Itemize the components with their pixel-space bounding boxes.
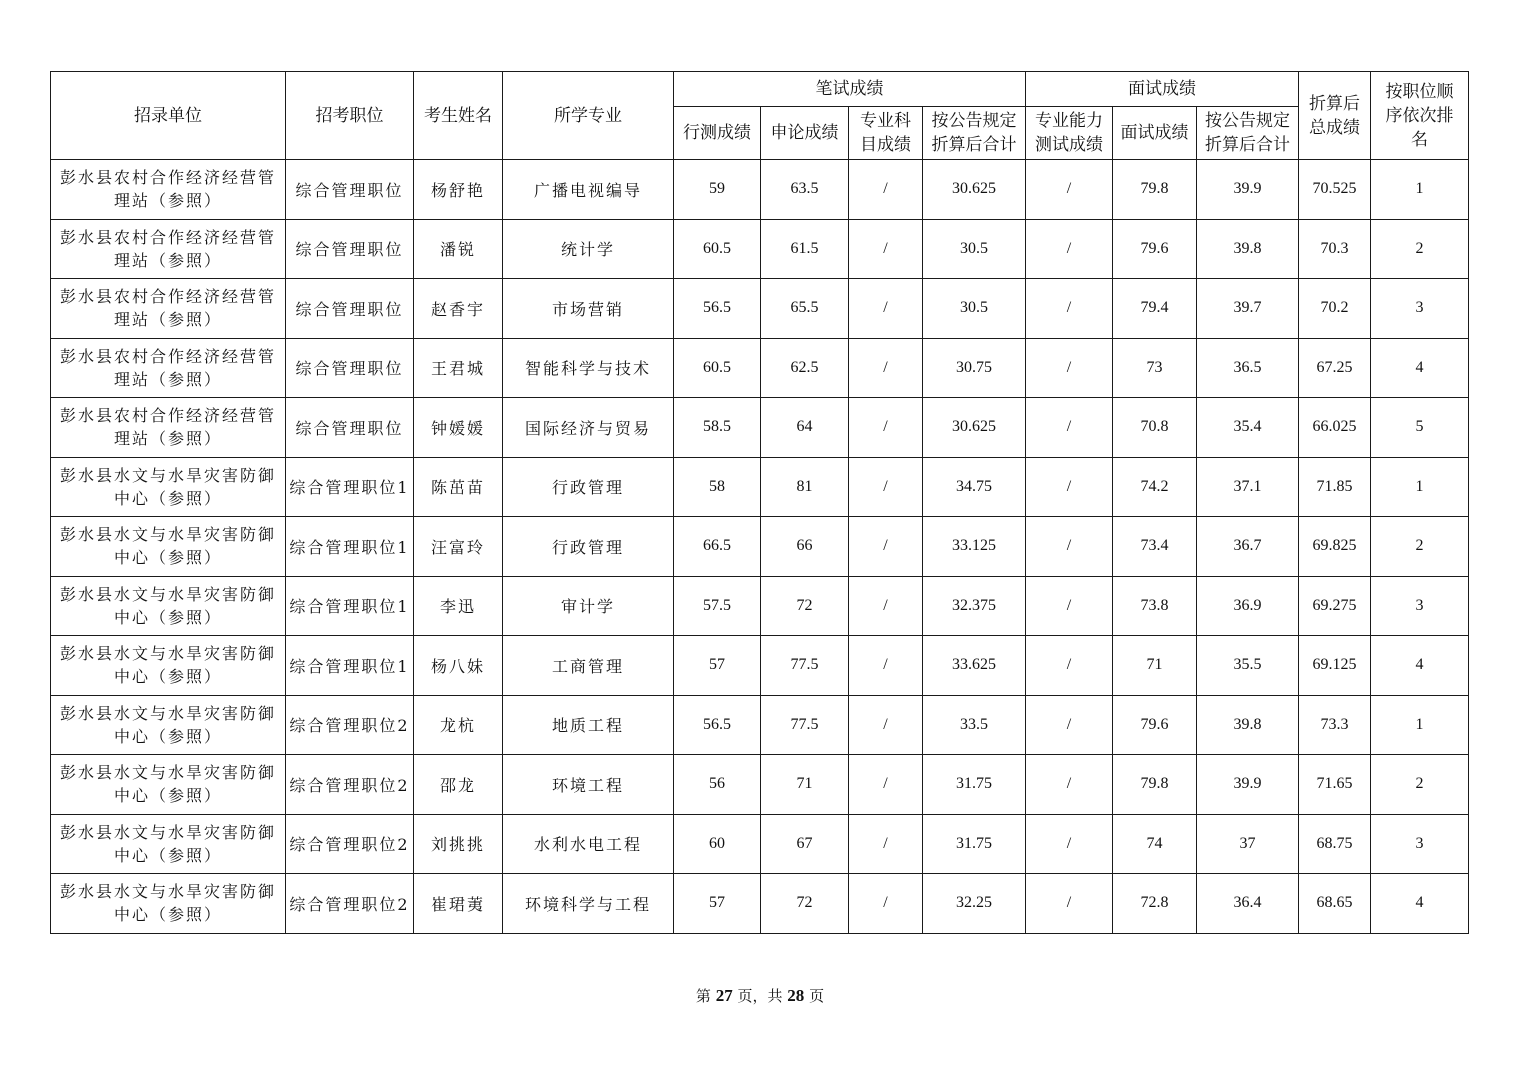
cell-interview-converted: 36.7 [1197, 517, 1299, 577]
cell-interview: 79.8 [1113, 755, 1197, 815]
cell-shenlun: 61.5 [761, 219, 849, 279]
cell-total: 68.65 [1299, 874, 1371, 934]
table-row [51, 576, 1469, 636]
cell-rank: 4 [1371, 874, 1469, 934]
cell-ability: / [1026, 636, 1113, 696]
cell-written-converted: 33.5 [923, 695, 1026, 755]
cell-unit: 彭水县水文与水旱灾害防御中心（参照） [51, 576, 286, 636]
cell-written-converted: 30.625 [923, 160, 1026, 220]
cell-interview: 73 [1113, 338, 1197, 398]
cell-interview-converted: 39.7 [1197, 279, 1299, 339]
cell-rank: 3 [1371, 279, 1469, 339]
cell-major: 广播电视编导 [503, 160, 674, 220]
cell-position: 综合管理职位1 [286, 457, 414, 517]
cell-rank: 2 [1371, 219, 1469, 279]
footer-prefix: 第 [695, 987, 711, 1005]
header-professional: 专业科目成绩 [849, 107, 923, 160]
cell-position: 综合管理职位1 [286, 636, 414, 696]
cell-major: 行政管理 [503, 517, 674, 577]
cell-written-converted: 33.125 [923, 517, 1026, 577]
cell-written-converted: 32.375 [923, 576, 1026, 636]
cell-ability: / [1026, 219, 1113, 279]
cell-name: 陈茁苗 [414, 457, 503, 517]
cell-unit: 彭水县水文与水旱灾害防御中心（参照） [51, 457, 286, 517]
footer-total-pages: 28 [787, 986, 805, 1005]
table-row [51, 457, 1469, 517]
cell-shenlun: 64 [761, 398, 849, 458]
page-footer [0, 985, 1520, 1006]
cell-total: 70.525 [1299, 160, 1371, 220]
cell-shenlun: 66 [761, 517, 849, 577]
header-written-group: 笔试成绩 [674, 72, 1026, 107]
cell-rank: 3 [1371, 576, 1469, 636]
cell-interview-converted: 35.5 [1197, 636, 1299, 696]
cell-xingce: 60 [674, 814, 761, 874]
cell-position: 综合管理职位 [286, 219, 414, 279]
cell-professional: / [849, 398, 923, 458]
cell-ability: / [1026, 338, 1113, 398]
cell-interview-converted: 39.8 [1197, 695, 1299, 755]
cell-name: 钟媛媛 [414, 398, 503, 458]
cell-rank: 1 [1371, 457, 1469, 517]
cell-written-converted: 30.5 [923, 219, 1026, 279]
cell-professional: / [849, 517, 923, 577]
cell-professional: / [849, 636, 923, 696]
cell-professional: / [849, 874, 923, 934]
cell-position: 综合管理职位2 [286, 874, 414, 934]
cell-position: 综合管理职位2 [286, 814, 414, 874]
cell-ability: / [1026, 755, 1113, 815]
cell-xingce: 57 [674, 636, 761, 696]
cell-unit: 彭水县农村合作经济经营管理站（参照） [51, 160, 286, 220]
cell-xingce: 58 [674, 457, 761, 517]
cell-unit: 彭水县水文与水旱灾害防御中心（参照） [51, 814, 286, 874]
cell-total: 70.3 [1299, 219, 1371, 279]
cell-major: 水利水电工程 [503, 814, 674, 874]
cell-interview-converted: 37 [1197, 814, 1299, 874]
table-row [51, 755, 1469, 815]
cell-major: 工商管理 [503, 636, 674, 696]
cell-ability: / [1026, 814, 1113, 874]
cell-professional: / [849, 160, 923, 220]
cell-interview: 79.4 [1113, 279, 1197, 339]
cell-rank: 3 [1371, 814, 1469, 874]
cell-unit: 彭水县农村合作经济经营管理站（参照） [51, 338, 286, 398]
cell-interview-converted: 35.4 [1197, 398, 1299, 458]
cell-interview: 79.8 [1113, 160, 1197, 220]
cell-unit: 彭水县水文与水旱灾害防御中心（参照） [51, 695, 286, 755]
cell-ability: / [1026, 695, 1113, 755]
cell-shenlun: 65.5 [761, 279, 849, 339]
cell-interview: 74.2 [1113, 457, 1197, 517]
cell-major: 国际经济与贸易 [503, 398, 674, 458]
cell-interview-converted: 39.9 [1197, 160, 1299, 220]
cell-rank: 2 [1371, 517, 1469, 577]
cell-interview-converted: 36.9 [1197, 576, 1299, 636]
cell-xingce: 59 [674, 160, 761, 220]
cell-ability: / [1026, 457, 1113, 517]
cell-interview: 71 [1113, 636, 1197, 696]
cell-professional: / [849, 338, 923, 398]
cell-total: 69.125 [1299, 636, 1371, 696]
cell-interview: 72.8 [1113, 874, 1197, 934]
table-row [51, 398, 1469, 458]
cell-professional: / [849, 576, 923, 636]
cell-position: 综合管理职位 [286, 338, 414, 398]
cell-rank: 2 [1371, 755, 1469, 815]
cell-position: 综合管理职位 [286, 398, 414, 458]
cell-total: 69.275 [1299, 576, 1371, 636]
table-row [51, 814, 1469, 874]
header-interview-group: 面试成绩 [1026, 72, 1299, 107]
cell-xingce: 56.5 [674, 695, 761, 755]
header-ability: 专业能力测试成绩 [1026, 107, 1113, 160]
cell-xingce: 60.5 [674, 338, 761, 398]
cell-written-converted: 31.75 [923, 814, 1026, 874]
cell-ability: / [1026, 398, 1113, 458]
header-position: 招考职位 [286, 72, 414, 160]
cell-shenlun: 62.5 [761, 338, 849, 398]
cell-ability: / [1026, 160, 1113, 220]
cell-xingce: 57.5 [674, 576, 761, 636]
cell-professional: / [849, 457, 923, 517]
cell-name: 赵香宇 [414, 279, 503, 339]
cell-rank: 1 [1371, 695, 1469, 755]
cell-shenlun: 63.5 [761, 160, 849, 220]
cell-position: 综合管理职位1 [286, 517, 414, 577]
table-row [51, 636, 1469, 696]
cell-interview-converted: 36.5 [1197, 338, 1299, 398]
cell-interview-converted: 36.4 [1197, 874, 1299, 934]
footer-current-page: 27 [715, 986, 733, 1005]
cell-interview-converted: 39.8 [1197, 219, 1299, 279]
cell-name: 刘挑挑 [414, 814, 503, 874]
cell-unit: 彭水县农村合作经济经营管理站（参照） [51, 398, 286, 458]
cell-major: 行政管理 [503, 457, 674, 517]
cell-unit: 彭水县水文与水旱灾害防御中心（参照） [51, 517, 286, 577]
footer-suffix: 页 [809, 987, 825, 1005]
cell-name: 汪富玲 [414, 517, 503, 577]
cell-written-converted: 33.625 [923, 636, 1026, 696]
cell-interview-converted: 37.1 [1197, 457, 1299, 517]
cell-name: 龙杭 [414, 695, 503, 755]
cell-unit: 彭水县水文与水旱灾害防御中心（参照） [51, 755, 286, 815]
cell-total: 70.2 [1299, 279, 1371, 339]
cell-xingce: 66.5 [674, 517, 761, 577]
cell-position: 综合管理职位2 [286, 695, 414, 755]
cell-total: 66.025 [1299, 398, 1371, 458]
cell-xingce: 56 [674, 755, 761, 815]
cell-professional: / [849, 695, 923, 755]
cell-shenlun: 72 [761, 874, 849, 934]
cell-interview: 79.6 [1113, 695, 1197, 755]
cell-ability: / [1026, 517, 1113, 577]
cell-major: 环境科学与工程 [503, 874, 674, 934]
cell-unit: 彭水县水文与水旱灾害防御中心（参照） [51, 874, 286, 934]
cell-xingce: 56.5 [674, 279, 761, 339]
cell-xingce: 57 [674, 874, 761, 934]
cell-ability: / [1026, 874, 1113, 934]
cell-total: 71.65 [1299, 755, 1371, 815]
cell-total: 69.825 [1299, 517, 1371, 577]
cell-major: 环境工程 [503, 755, 674, 815]
table-row [51, 279, 1469, 339]
cell-shenlun: 77.5 [761, 695, 849, 755]
cell-position: 综合管理职位 [286, 279, 414, 339]
table-row [51, 517, 1469, 577]
table-row [51, 695, 1469, 755]
footer-middle: 页，共 [737, 987, 783, 1005]
cell-major: 市场营销 [503, 279, 674, 339]
cell-name: 李迅 [414, 576, 503, 636]
cell-written-converted: 30.5 [923, 279, 1026, 339]
cell-shenlun: 77.5 [761, 636, 849, 696]
table-header [51, 72, 1469, 160]
header-rank: 按职位顺序依次排名 [1371, 72, 1469, 160]
cell-written-converted: 34.75 [923, 457, 1026, 517]
cell-rank: 4 [1371, 338, 1469, 398]
cell-ability: / [1026, 279, 1113, 339]
cell-written-converted: 32.25 [923, 874, 1026, 934]
cell-name: 杨舒艳 [414, 160, 503, 220]
cell-total: 67.25 [1299, 338, 1371, 398]
cell-major: 智能科学与技术 [503, 338, 674, 398]
score-table [50, 71, 1469, 934]
cell-major: 地质工程 [503, 695, 674, 755]
cell-total: 71.85 [1299, 457, 1371, 517]
header-major: 所学专业 [503, 72, 674, 160]
cell-unit: 彭水县农村合作经济经营管理站（参照） [51, 279, 286, 339]
cell-rank: 4 [1371, 636, 1469, 696]
cell-ability: / [1026, 576, 1113, 636]
cell-name: 潘锐 [414, 219, 503, 279]
cell-written-converted: 30.75 [923, 338, 1026, 398]
cell-major: 统计学 [503, 219, 674, 279]
table-row [51, 338, 1469, 398]
cell-shenlun: 72 [761, 576, 849, 636]
cell-interview: 79.6 [1113, 219, 1197, 279]
cell-interview: 73.8 [1113, 576, 1197, 636]
header-shenlun: 申论成绩 [761, 107, 849, 160]
table-row [51, 874, 1469, 934]
cell-name: 杨八妹 [414, 636, 503, 696]
header-written-converted: 按公告规定折算后合计 [923, 107, 1026, 160]
cell-written-converted: 30.625 [923, 398, 1026, 458]
cell-professional: / [849, 814, 923, 874]
cell-professional: / [849, 279, 923, 339]
cell-unit: 彭水县水文与水旱灾害防御中心（参照） [51, 636, 286, 696]
cell-interview-converted: 39.9 [1197, 755, 1299, 815]
cell-rank: 5 [1371, 398, 1469, 458]
header-name: 考生姓名 [414, 72, 503, 160]
cell-shenlun: 67 [761, 814, 849, 874]
cell-major: 审计学 [503, 576, 674, 636]
cell-position: 综合管理职位 [286, 160, 414, 220]
cell-interview: 70.8 [1113, 398, 1197, 458]
cell-professional: / [849, 755, 923, 815]
cell-xingce: 58.5 [674, 398, 761, 458]
cell-name: 王君城 [414, 338, 503, 398]
cell-unit: 彭水县农村合作经济经营管理站（参照） [51, 219, 286, 279]
cell-interview: 74 [1113, 814, 1197, 874]
cell-position: 综合管理职位1 [286, 576, 414, 636]
cell-xingce: 60.5 [674, 219, 761, 279]
cell-interview: 73.4 [1113, 517, 1197, 577]
cell-shenlun: 71 [761, 755, 849, 815]
cell-total: 73.3 [1299, 695, 1371, 755]
table-row [51, 219, 1469, 279]
cell-position: 综合管理职位2 [286, 755, 414, 815]
header-interview-converted: 按公告规定折算后合计 [1197, 107, 1299, 160]
header-total: 折算后总成绩 [1299, 72, 1371, 160]
cell-total: 68.75 [1299, 814, 1371, 874]
cell-rank: 1 [1371, 160, 1469, 220]
cell-shenlun: 81 [761, 457, 849, 517]
cell-name: 邵龙 [414, 755, 503, 815]
header-unit: 招录单位 [51, 72, 286, 160]
header-xingce: 行测成绩 [674, 107, 761, 160]
cell-written-converted: 31.75 [923, 755, 1026, 815]
cell-professional: / [849, 219, 923, 279]
cell-name: 崔珺荑 [414, 874, 503, 934]
table-row [51, 160, 1469, 220]
table-body [51, 160, 1469, 934]
header-interview: 面试成绩 [1113, 107, 1197, 160]
